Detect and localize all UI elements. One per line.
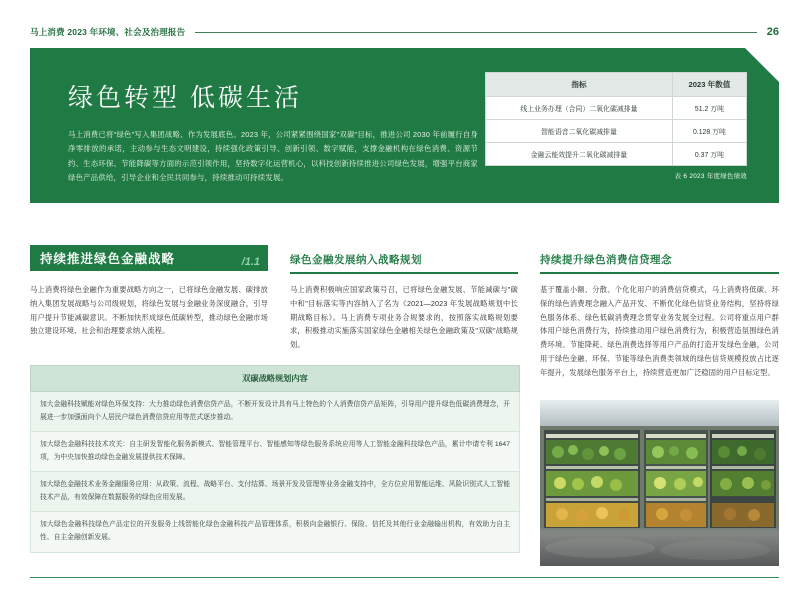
section-number: /1.1 bbox=[241, 256, 260, 268]
header-rule bbox=[195, 32, 756, 33]
supermarket-produce-photo bbox=[540, 400, 779, 566]
section2 bbox=[290, 252, 518, 352]
table-cell-value: 0.128 万吨 bbox=[672, 120, 746, 143]
table-caption: 表 6 2023 年度绿色绩效 bbox=[674, 173, 747, 180]
section3-heading-text: 持续提升绿色消费信贷理念 bbox=[540, 254, 672, 266]
footer-rule bbox=[30, 577, 779, 578]
table-header-value: 2023 年数值 bbox=[672, 73, 746, 97]
plan-row: 加大绿色金融技术业务金融服务应用：从政策、流程、战略平台、支付结算、场景开发及管理等业务金融支持中，全方位应用智能运维、风险识别式人工智能技术产品，有效保障在数据服务的绿色应用发展。 bbox=[30, 472, 520, 512]
table-header-row bbox=[486, 73, 747, 97]
photo-illustration bbox=[540, 400, 779, 566]
green-performance-table-wrap bbox=[485, 72, 747, 180]
table-cell-indicator: 智能语音二氧化碳减排量 bbox=[486, 120, 673, 143]
section3-underline bbox=[540, 272, 779, 274]
plan-title: 双碳战略规划内容 bbox=[30, 365, 520, 392]
section-heading-text: 持续推进绿色金融战略 bbox=[40, 252, 176, 266]
plan-row: 加大绿色金融科技技术攻关：自主研发智能化服务新模式、智能管理平台、智能感知等绿色服务系统应用等人工智能金融科技绿色产品，累计申请专利 1647 项，为中央加快推动绿色金融发展提供技术保障。 bbox=[30, 432, 520, 472]
hero-title: 绿色转型 低碳生活 bbox=[68, 84, 302, 112]
corner-fold-decoration bbox=[745, 48, 779, 82]
plan-row: 加大金融科技赋能对绿色环保支持：大力推动绿色消费信贷产品，不断开发设计具有马上特色的个人消费信贷产品矩阵，引导用户提升绿色低碳消费理念，开展进一步加强面向个人居民户绿色消费信贷应用等范式逐步推动。 bbox=[30, 392, 520, 432]
page-number: 26 bbox=[766, 26, 779, 38]
section3-body: 基于覆盖小额、分散、个化化用户的消费信贷模式，马上消费将低碳、环保的绿色消费理念融入产品开发、不断优化绿色信贷业务结构，坚持将绿色服务体系、绿色低碳消费理念贯穿业务发展全过程。公司将重点用户群体用户绿色消费行为，持续推动用户绿色消费行为，积极营造氛围绿色消费环境、节能降耗、绿色消费选择等用户产品的打造开发绿色金融，公司用于绿色金融、环保、节能等绿色消费类领域的绿色信贷规模投放占比逐年提升，发展绿色服务平台上，持续营造更加广泛稳固的用户目标定型。 bbox=[540, 285, 779, 377]
section3 bbox=[540, 252, 779, 380]
section2-heading bbox=[290, 252, 518, 274]
hero-banner bbox=[30, 48, 779, 203]
section-heading-bar bbox=[30, 245, 268, 271]
table-cell-indicator: 线上业务办理（合同）二氧化碳减排量 bbox=[486, 97, 673, 120]
green-performance-table bbox=[485, 72, 747, 166]
section2-underline bbox=[290, 272, 518, 274]
table-cell-value: 51.2 万吨 bbox=[672, 97, 746, 120]
table-row bbox=[486, 143, 747, 166]
table-cell-indicator: 金融云能效提升二氧化碳减排量 bbox=[486, 143, 673, 166]
section1-body: 马上消费将绿色金融作为重要战略方向之一，已将绿色金融发展、碳排放纳入集团发展战略与公司级规划，将绿色发展与金融业务深度融合，引导用户提升节能减碳意识。不断加快形成绿色低碳转型，推动绿色金融市场独立建设环境、社会和治理要求纳入流程。 bbox=[30, 285, 268, 336]
hero-paragraph: 马上消费已将"绿色"写入集团战略、作为发展底色。2023 年，公司紧紧围绕国家"双碳"目标，推进公司 2030 年前履行自身净零排放的承诺，主动参与生态文明建设，持续强化政策引导、创新引领、数字赋能，支撑金融机构在绿色消费、资源节约、生态环保、节能降碳等方面的示范引领作用，坚持数字化运营机心，以科技创新持续推进公司绿色发展，增强平台商家绿色产品供给，引导企业和全民共同参与，持续推动可持续发展。 bbox=[68, 130, 478, 183]
report-title: 马上消费 2023 年环境、社会及治理报告 bbox=[30, 27, 186, 37]
table-row bbox=[486, 97, 747, 120]
section2-heading-text: 绿色金融发展纳入战略规划 bbox=[290, 254, 422, 266]
plan-row: 加大绿色金融科技绿色产品定位的开发服务上线智能化绿色金融科技产品管理体系，积极向金融银行、保险、信托及其他行业金融输出机构，有效助力自主性、自主金融创新发展。 bbox=[30, 512, 520, 552]
table-row bbox=[486, 120, 747, 143]
table-cell-value: 0.37 万吨 bbox=[672, 143, 746, 166]
section-heading-strategy bbox=[30, 245, 268, 271]
dual-carbon-plan-box bbox=[30, 365, 520, 553]
section3-heading bbox=[540, 252, 779, 274]
running-header bbox=[30, 24, 779, 40]
section2-body: 马上消费积极响应国家政策号召，已将绿色金融发展、节能减碳与"碳中和"目标落实等内容纳入了名为《2021—2023 年发展战略规划中长期战略目标》。马上消费专项业务合规要求的，按照落实战略规划要求，积极推动实施落实国家绿色金融相关绿色金融政策及"双碳"战略规划。 bbox=[290, 285, 518, 350]
table-header-indicator: 指标 bbox=[486, 73, 673, 97]
